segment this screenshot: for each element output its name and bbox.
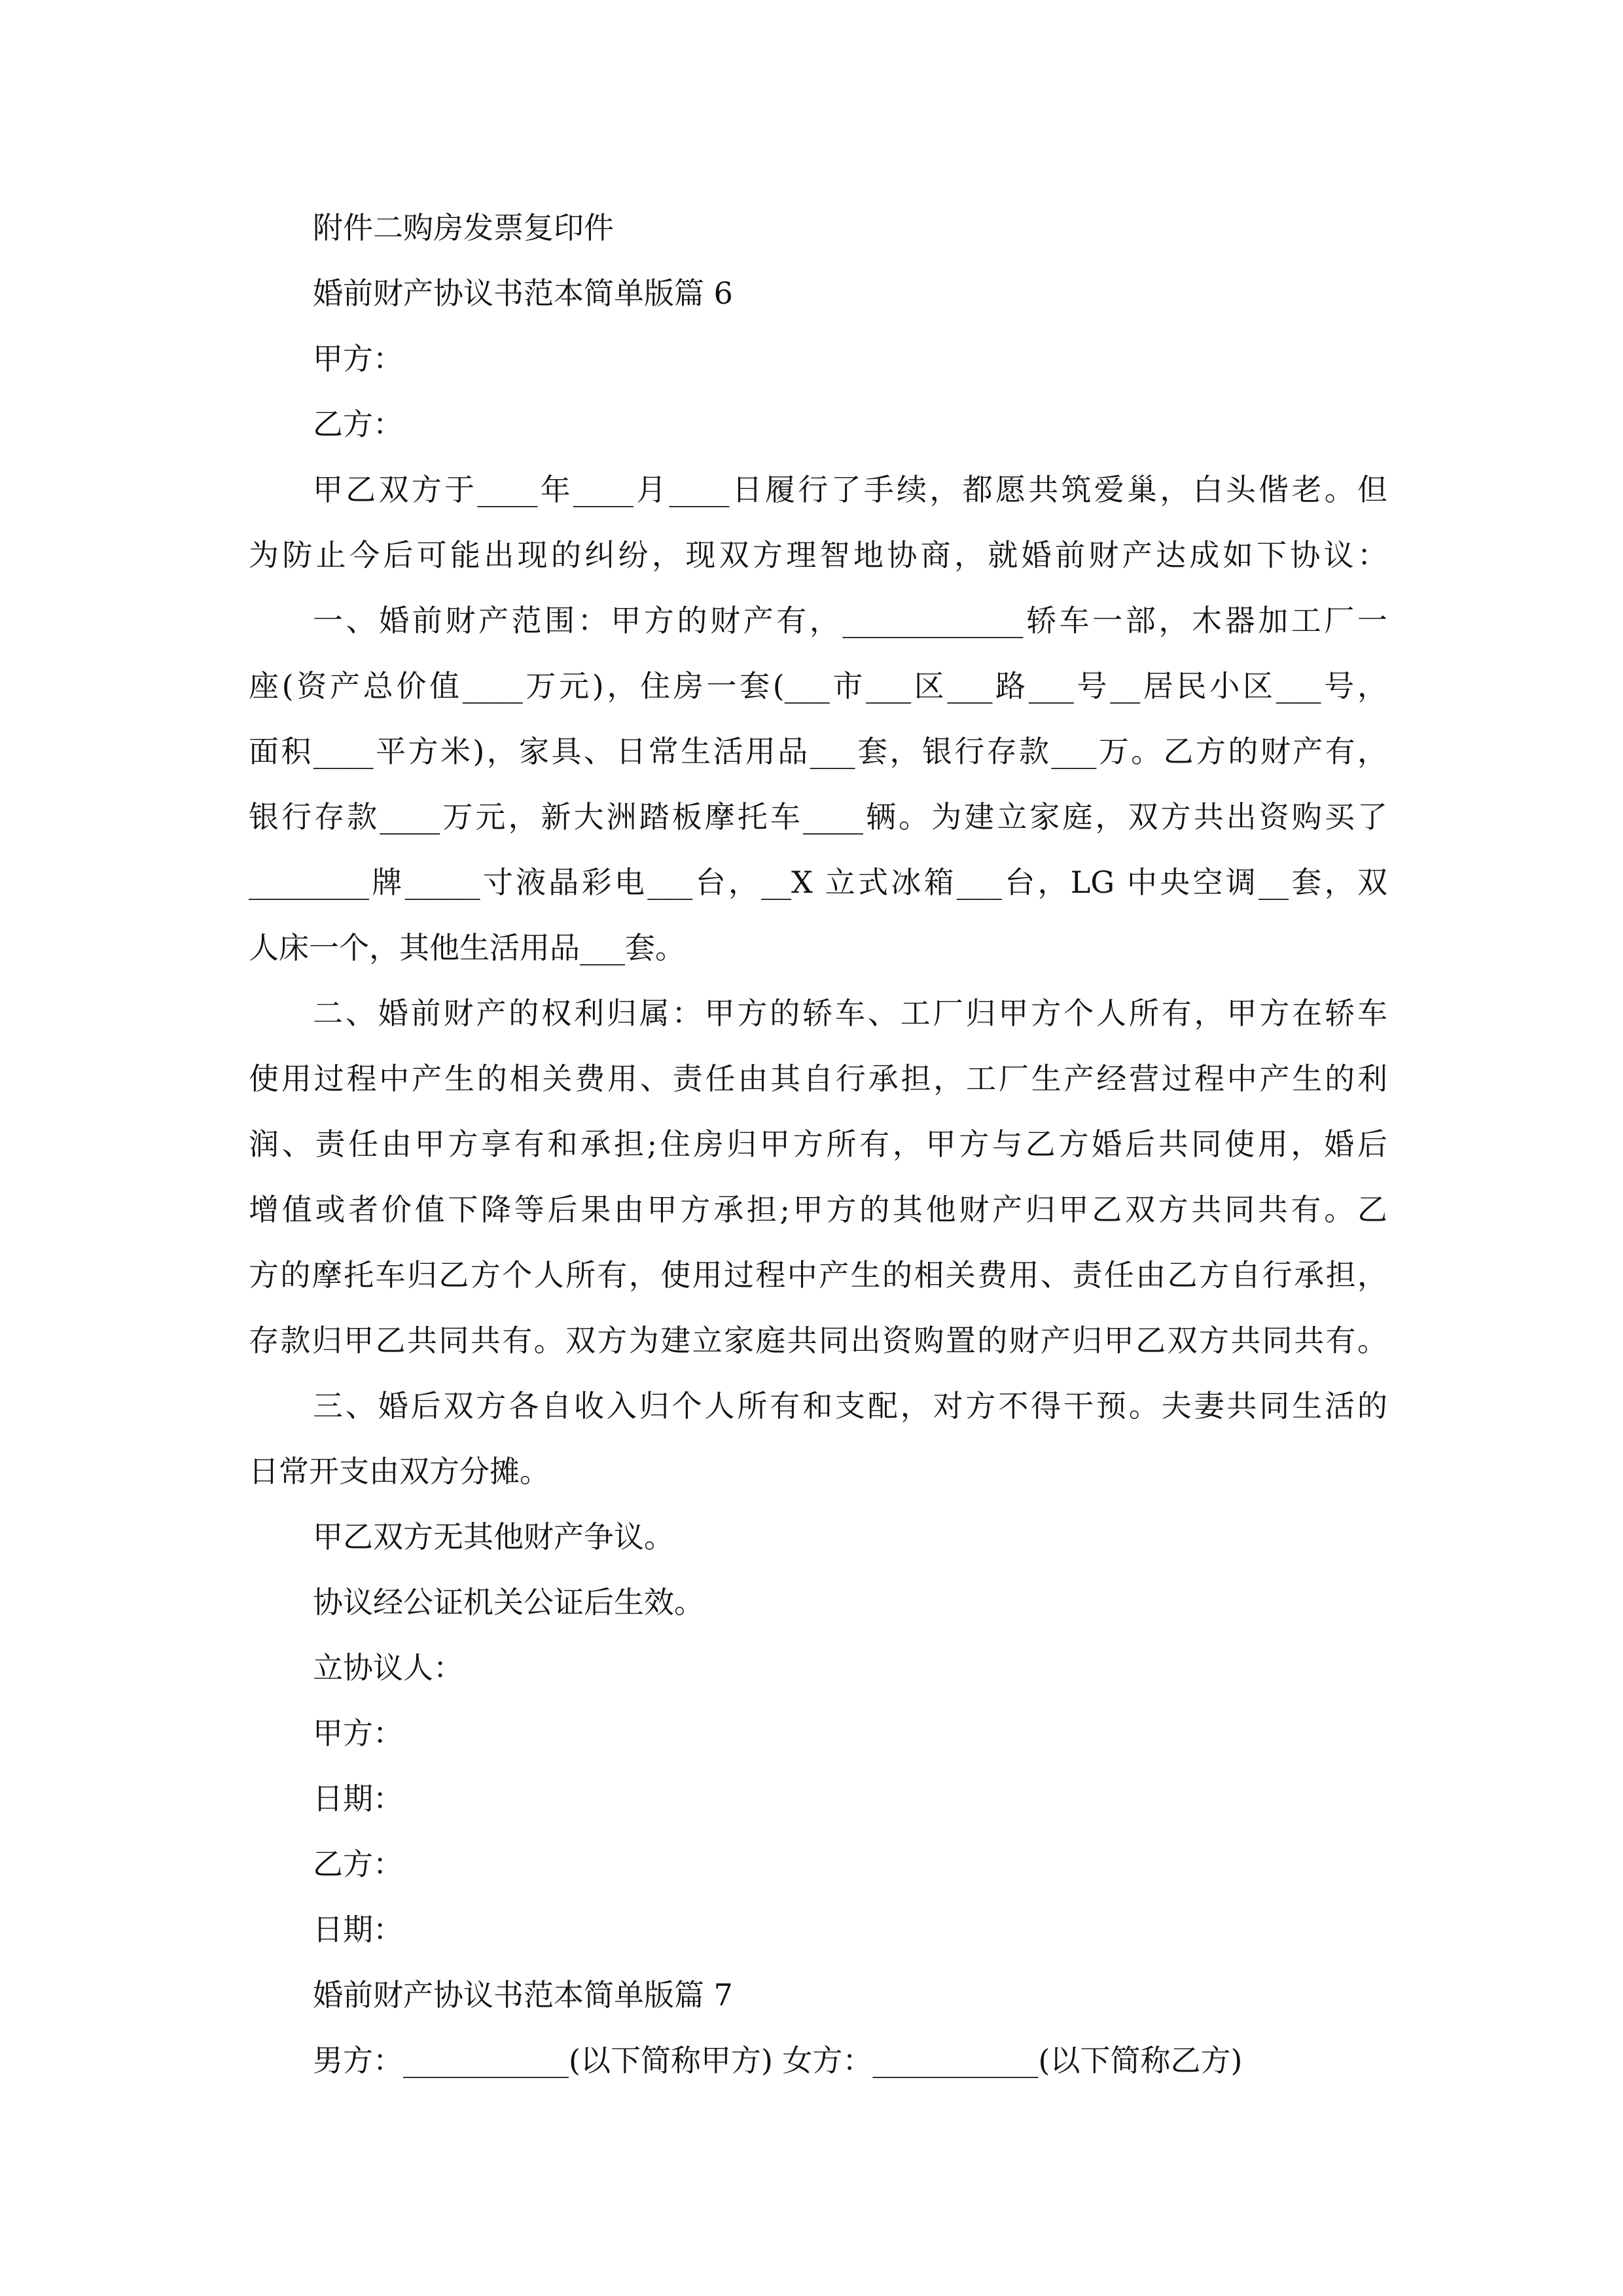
no-dispute-statement: 甲乙双方无其他财产争议。 bbox=[313, 1519, 674, 1554]
parties-intro-line: 男方：___________(以下简称甲方) 女方：___________(以下简称乙方) bbox=[313, 2043, 1243, 2078]
clause-three-line-1: 三、婚后双方各自收入归个人所有和支配，对方不得干预。夫妻共同生活的 bbox=[313, 1388, 1387, 1424]
signature-party-a: 甲方： bbox=[313, 1715, 403, 1751]
clause-one-line-3: 面积____平方米)，家具、日常生活用品___套，银行存款___万。乙方的财产有， bbox=[249, 734, 1387, 769]
signatories-label: 立协议人： bbox=[313, 1650, 463, 1685]
clause-one-line-6: 人床一个，其他生活用品___套。 bbox=[249, 930, 685, 965]
section-heading-7: 婚前财产协议书范本简单版篇 7 bbox=[313, 1977, 733, 2013]
party-a-label: 甲方： bbox=[313, 341, 403, 376]
clause-one-line-5: ________牌_____寸液晶彩电___台，__X 立式冰箱___台，LG 中央空调__套，双 bbox=[249, 865, 1387, 900]
signature-date-b: 日期： bbox=[313, 1912, 403, 1947]
paragraph-intro-line-2: 为防止今后可能出现的纠纷，现双方理智地协商，就婚前财产达成如下协议： bbox=[249, 537, 1387, 573]
party-b-label: 乙方： bbox=[313, 406, 403, 442]
clause-three-line-2: 日常开支由双方分摊。 bbox=[249, 1454, 550, 1489]
clause-two-line-1: 二、婚前财产的权利归属：甲方的轿车、工厂归甲方个人所有，甲方在轿车 bbox=[313, 996, 1387, 1031]
clause-two-line-4: 增值或者价值下降等后果由甲方承担;甲方的其他财产归甲乙双方共同共有。乙 bbox=[249, 1192, 1387, 1227]
section-heading-6: 婚前财产协议书范本简单版篇 6 bbox=[313, 276, 733, 311]
clause-two-line-3: 润、责任由甲方享有和承担;住房归甲方所有，甲方与乙方婚后共同使用，婚后 bbox=[249, 1126, 1387, 1162]
signature-date-a: 日期： bbox=[313, 1781, 403, 1816]
clause-two-line-2: 使用过程中产生的相关费用、责任由其自行承担，工厂生产经营过程中产生的利 bbox=[249, 1061, 1387, 1096]
clause-two-line-5: 方的摩托车归乙方个人所有，使用过程中产生的相关费用、责任由乙方自行承担， bbox=[249, 1257, 1387, 1293]
attachment-two-caption: 附件二购房发票复印件 bbox=[313, 210, 614, 245]
clause-one-line-2: 座(资产总价值____万元)，住房一套(___市___区___路___号__居民小区___号， bbox=[249, 668, 1387, 704]
signature-party-b: 乙方： bbox=[313, 1846, 403, 1882]
clause-two-line-6: 存款归甲乙共同共有。双方为建立家庭共同出资购置的财产归甲乙双方共同共有。 bbox=[249, 1323, 1387, 1358]
clause-one-line-1: 一、婚前财产范围：甲方的财产有，____________轿车一部，木器加工厂一 bbox=[313, 603, 1387, 638]
notarization-statement: 协议经公证机关公证后生效。 bbox=[313, 1585, 704, 1620]
paragraph-intro-line-1: 甲乙双方于____年____月____日履行了手续，都愿共筑爱巢，白头偕老。但 bbox=[313, 472, 1387, 507]
clause-one-line-4: 银行存款____万元，新大洲踏板摩托车____辆。为建立家庭，双方共出资购买了 bbox=[249, 799, 1387, 834]
